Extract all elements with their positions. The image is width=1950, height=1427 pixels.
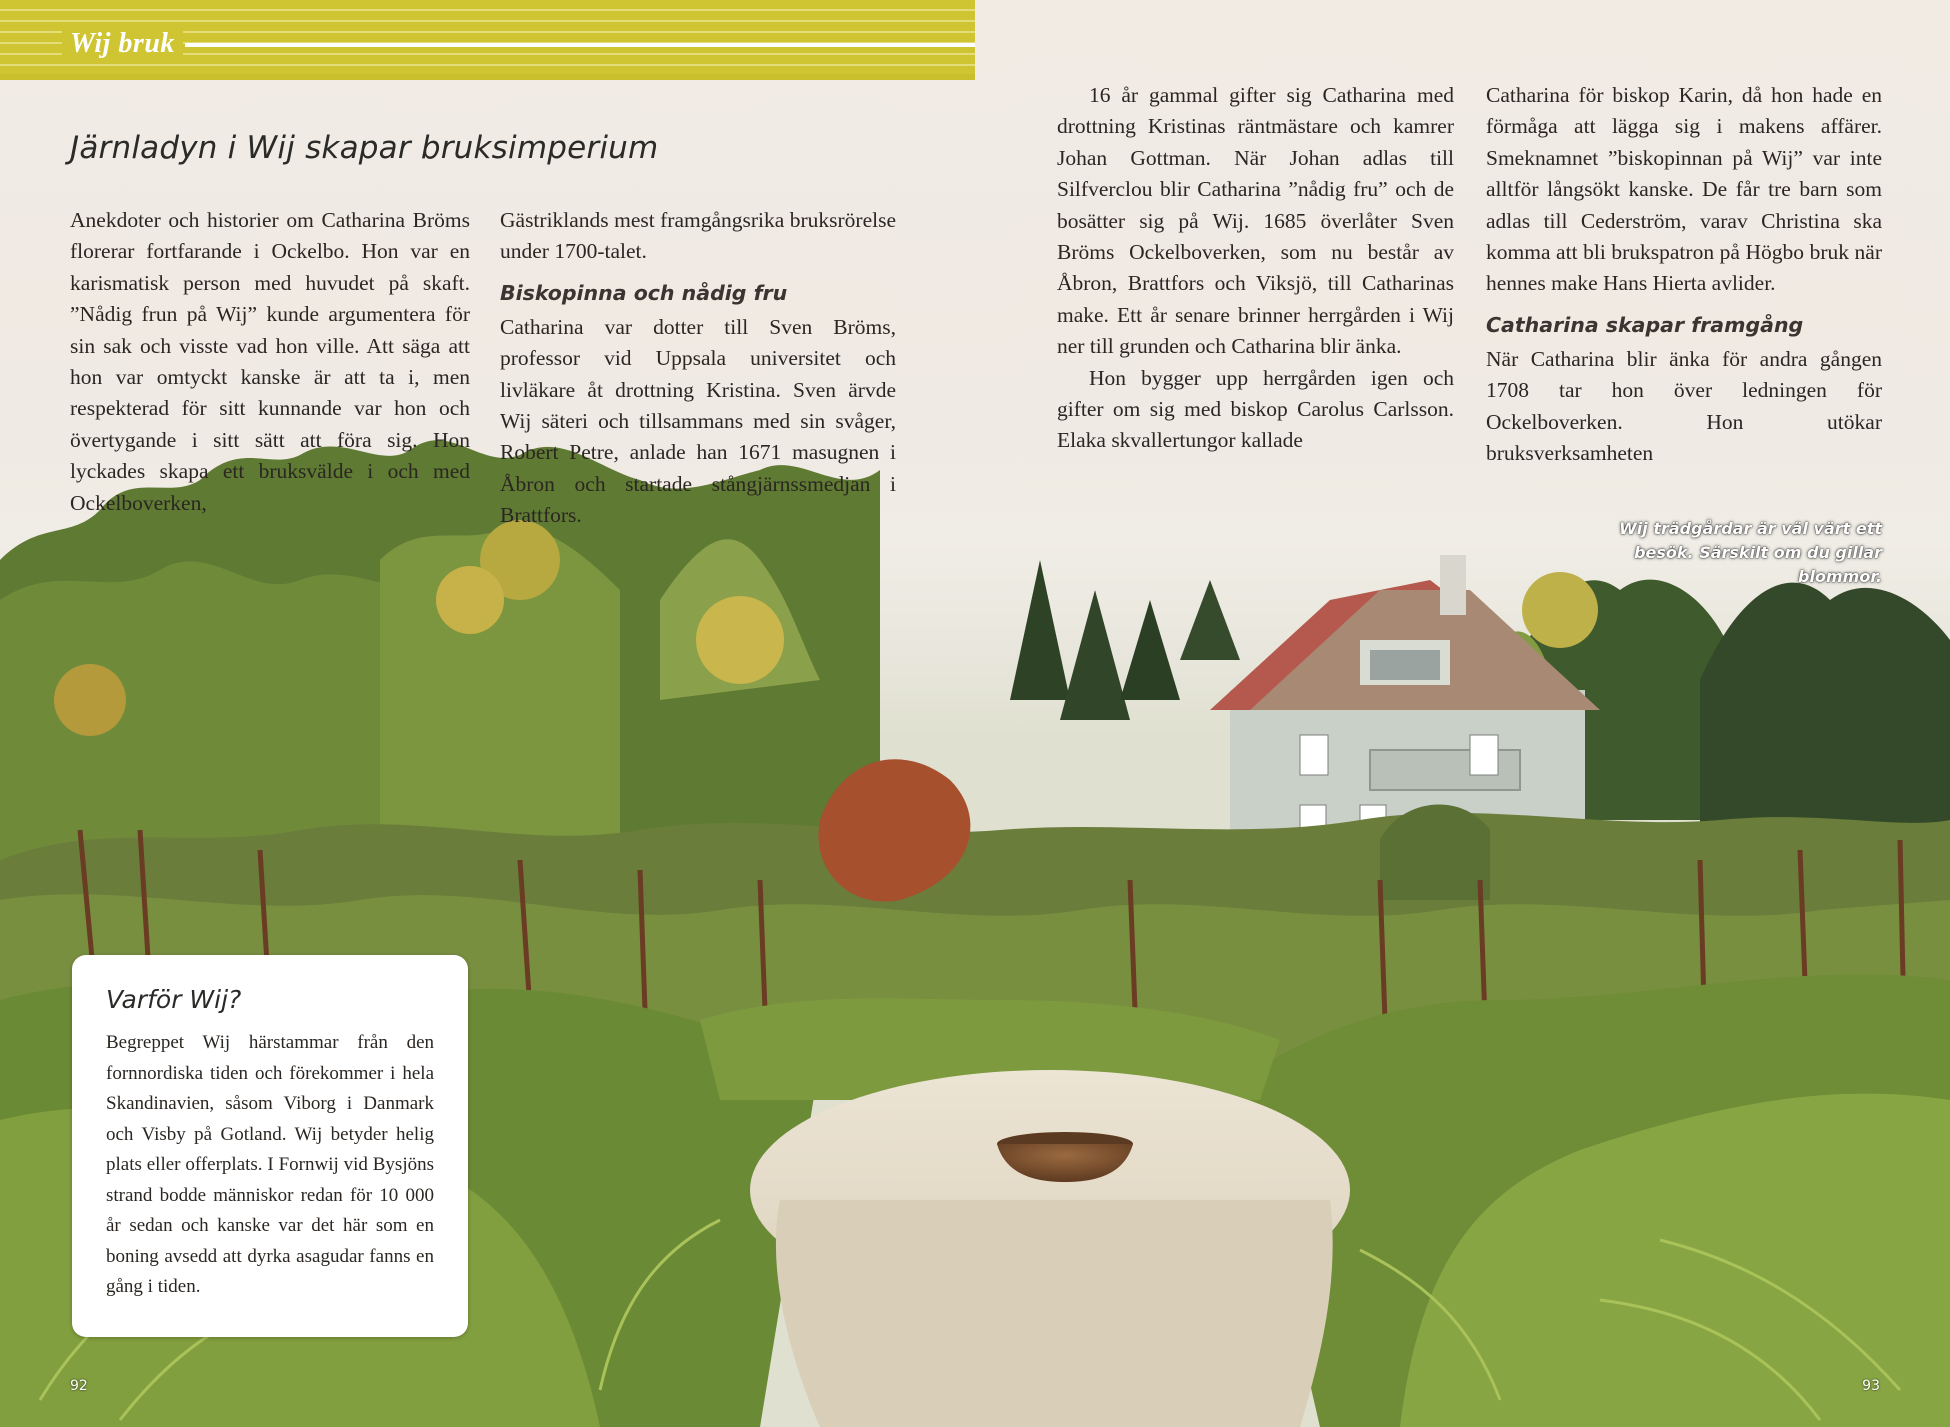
text-column-1 (70, 205, 470, 519)
subheading: Catharina skapar framgång (1486, 312, 1804, 337)
paragraph: Hon bygger upp herrgården igen och gifter om sig med biskop Carolus Carlsson. Elaka skvallertungor kallade (1057, 365, 1454, 453)
section-tag: Wij bruk (62, 28, 183, 60)
paragraph: Gästriklands mest framgångsrika bruksrörelse under 1700-talet. (500, 208, 896, 264)
article-headline: Järnladyn i Wij skapar bruksimperium (70, 130, 659, 166)
paragraph: 16 år gammal gifter sig Catharina med drottning Kristinas räntmästare och kamrer Johan Gottman. När Johan adlas till Silfverclou blir Catharina ”nådig fru” och de bosätter sig på Wij. 1685 överlåter Sven Bröms Ockelboverken, som nu består av Åbron, Brattfors och Viksjö, till Catharinas make. Ett år senare brinner herrgården i Wij ner till grunden och Catharina blir änka. (1057, 83, 1454, 359)
sidebar-title: Varför Wij? (106, 985, 242, 1014)
paragraph: När Catharina blir änka för andra gången 1708 tar hon över ledningen för Ockelboverken. Hon utökar bruksverksamheten (1486, 346, 1882, 466)
subheading: Biskopinna och nådig fru (500, 280, 788, 305)
paragraph: Anekdoter och historier om Catharina Bröms florerar fortfarande i Ockelbo. Hon var en karismatisk person med huvudet på skaft. ”Nådig frun på Wij” kunde argumentera för sin sak och visste vad hon ville. Att säga att hon var omtyckt kanske är att ta i, men respekterad för sitt kunnande var hon och övertygande i sitt sätt att föra sig. Hon lyckades skapa ett bruksvälde i och med Ockelboverken, (70, 208, 470, 515)
photo-caption: Wij trädgårdar är väl värt ett besök. Särskilt om du gillar blommor. (1619, 519, 1882, 586)
paragraph: Catharina var dotter till Sven Bröms, professor vid Uppsala universitet och livläkare åt drottning Kristina. Sven ärvde Wij säteri och tillsammans med sin svåger, Robert Petre, anlade han 1671 masugnen i Åbron och startade stångjärnssmedjan i Brattfors. (500, 314, 896, 528)
gravel-path (776, 1200, 1333, 1427)
sidebar-box (72, 955, 468, 1337)
paragraph: Catharina för biskop Karin, då hon hade en förmåga att lägga sig i makens affärer. Smeknamnet ”biskopinnan på Wij” var inte alltför långsökt kanske. De får tre barn som adlas till Cederström, varav Christina ska komma att bli brukspatron på Högbo bruk när hennes make Hans Hierta avlider. (1486, 83, 1882, 296)
header-rule (185, 43, 975, 47)
page-number-right: 93 (1862, 1378, 1880, 1394)
page-number-left: 92 (70, 1378, 88, 1394)
text-column-4 (1486, 80, 1882, 469)
text-column-2 (500, 205, 896, 532)
text-column-3 (1057, 80, 1454, 457)
sidebar-text: Begreppet Wij härstammar från den fornnordiska tiden och förekommer i hela Skandinavien, såsom Viborg i Danmark och Visby på Gotland. Wij betyder helig plats eller offerplats. I Fornwij vid Bysjöns strand bodde människor redan för 10 000 år sedan och kanske var det här som en boning avsedd att dyrka asagudar fanns en gång i tiden. (106, 1032, 434, 1297)
